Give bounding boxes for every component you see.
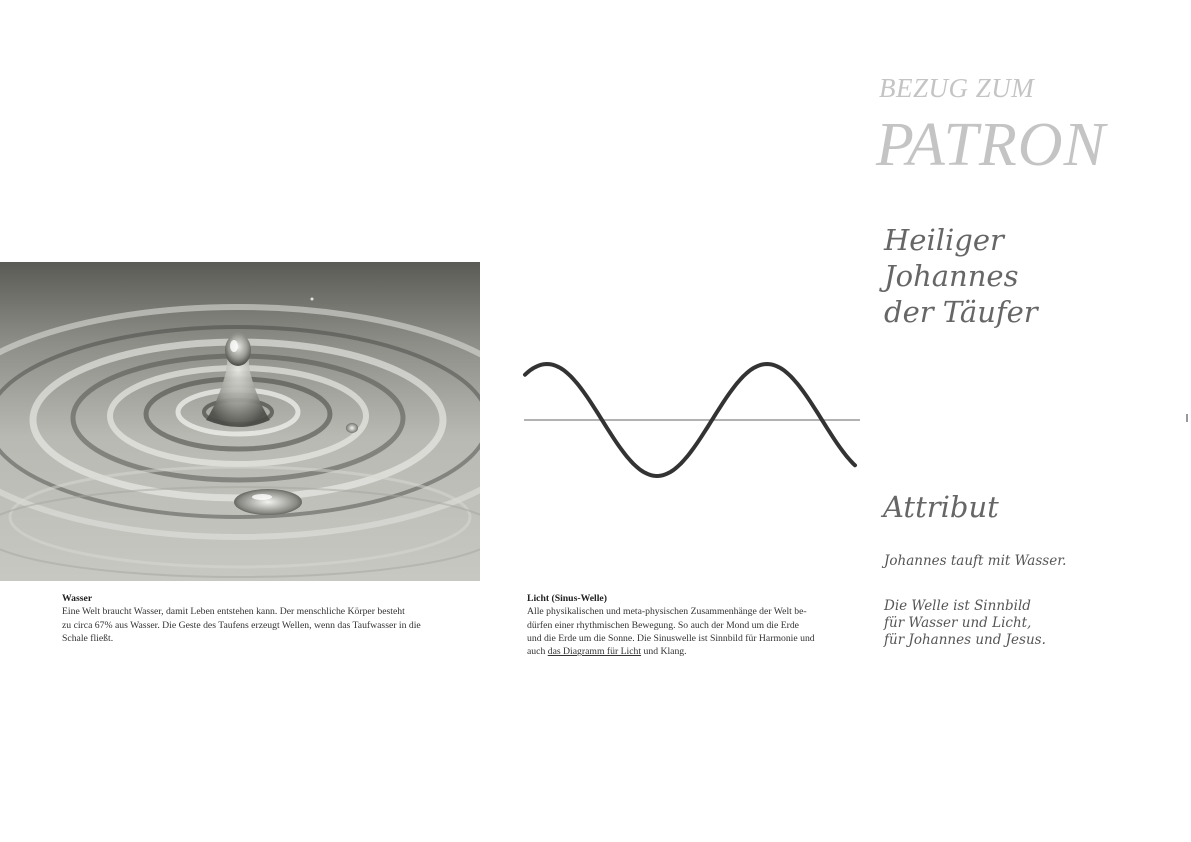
attribute-text-line: für Johannes und Jesus. [884,632,1046,648]
light-caption-line: dürfen einer rhythmischen Bewegung. So auch der Mond um die Erde [527,619,799,631]
water-caption [62,592,472,645]
light-caption-line: Alle physikalischen und meta-physischen Zusammenhänge der Welt be- [527,606,807,618]
attribute-text-line: Die Welle ist Sinnbild [884,598,1031,614]
light-caption [527,592,857,658]
saint-name-line: Johannes [884,259,1019,293]
attribute-text-2 [884,598,1046,649]
saint-name [884,222,1038,330]
light-caption-line: und die Erde um die Sonne. Die Sinuswelle ist Sinnbild für Harmonie und [527,632,815,644]
page-edge-mark [1186,414,1188,422]
water-caption-line: Eine Welt braucht Wasser, damit Leben entstehen kann. Der menschliche Körper besteht [62,606,405,618]
water-caption-title: Wasser [62,593,93,604]
light-caption-line-suffix: und Klang. [641,646,687,658]
attribute-text-1: Johannes tauft mit Wasser. [884,553,1067,569]
water-caption-line: Schale fließt. [62,632,114,644]
light-caption-title: Licht (Sinus-Welle) [527,593,607,604]
diagram-link[interactable]: das Diagramm für Licht [547,646,642,658]
light-caption-line-prefix: auch [527,646,548,658]
attribute-text-line: für Wasser und Licht, [884,615,1032,631]
section-title-large: PATRON [876,111,1106,179]
water-caption-line: zu circa 67% aus Wasser. Die Geste des Taufens erzeugt Wellen, wenn das Taufwasser in die [62,619,421,631]
attribute-heading: Attribut [883,490,999,524]
sine-wave-diagram [522,355,862,485]
saint-name-line: der Täufer [884,295,1038,329]
section-title-small: BEZUG ZUM [879,73,1035,103]
saint-name-line: Heiliger [884,223,1004,257]
water-drop-photo [0,262,480,581]
